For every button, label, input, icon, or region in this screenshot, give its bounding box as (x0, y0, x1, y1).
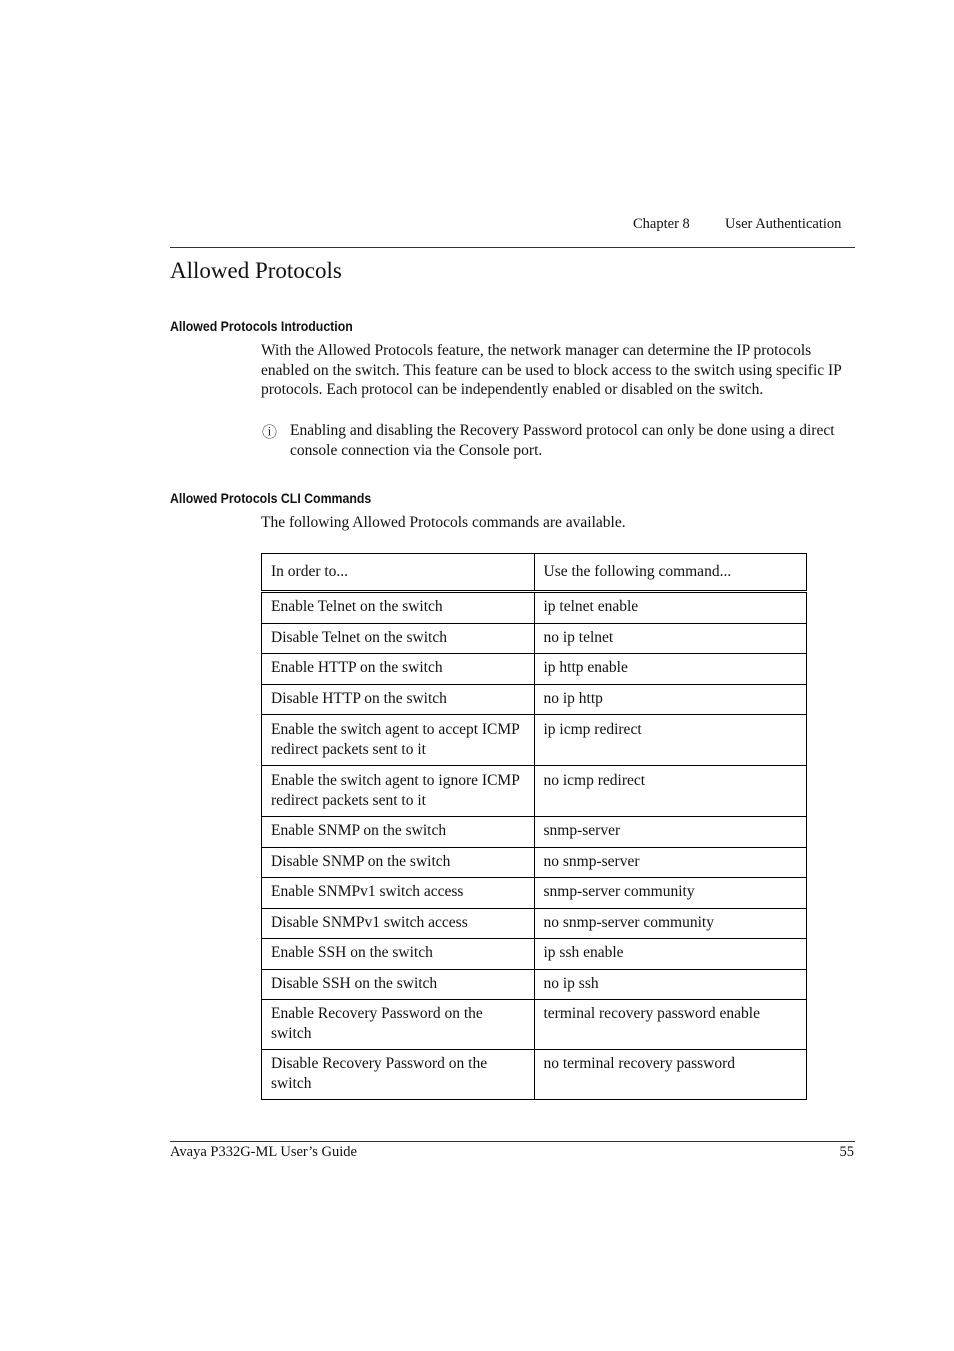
table-row (262, 878, 807, 909)
header-rule (170, 247, 855, 248)
action-cell: Disable Telnet on the switch (262, 623, 535, 654)
table-row (262, 908, 807, 939)
info-icon: ⓘ (262, 425, 278, 441)
command-cell: no ip http (534, 684, 807, 715)
command-cell: snmp-server (534, 817, 807, 848)
commands-table (261, 553, 807, 1100)
action-cell: Disable HTTP on the switch (262, 684, 535, 715)
table-header-row (262, 554, 807, 592)
table-row (262, 766, 807, 817)
command-cell: ip icmp redirect (534, 715, 807, 766)
column-header: In order to... (262, 554, 535, 592)
chapter-number: Chapter 8 (633, 216, 690, 232)
table-row (262, 684, 807, 715)
table-row (262, 715, 807, 766)
table-row (262, 623, 807, 654)
command-cell: no ip ssh (534, 969, 807, 1000)
command-cell: no ip telnet (534, 623, 807, 654)
footer-rule (170, 1141, 855, 1142)
action-cell: Enable the switch agent to ignore ICMP redirect packets sent to it (262, 766, 535, 817)
action-cell: Enable Recovery Password on the switch (262, 1000, 535, 1050)
footer-guide-title: Avaya P332G-ML User’s Guide (170, 1144, 357, 1160)
intro-heading: Allowed Protocols Introduction (170, 318, 353, 334)
action-cell: Enable SNMPv1 switch access (262, 878, 535, 909)
command-cell: ip ssh enable (534, 939, 807, 970)
table-row (262, 847, 807, 878)
action-cell: Disable SNMP on the switch (262, 847, 535, 878)
table-row (262, 969, 807, 1000)
action-cell: Disable SNMPv1 switch access (262, 908, 535, 939)
action-cell: Enable SSH on the switch (262, 939, 535, 970)
command-cell: no icmp redirect (534, 766, 807, 817)
command-cell: no terminal recovery password (534, 1050, 807, 1100)
command-cell: terminal recovery password enable (534, 1000, 807, 1050)
page-number: 55 (839, 1144, 854, 1160)
table-row (262, 592, 807, 624)
table-row (262, 1000, 807, 1050)
command-cell: no snmp-server community (534, 908, 807, 939)
command-cell: ip http enable (534, 654, 807, 685)
action-cell: Enable HTTP on the switch (262, 654, 535, 685)
table-row (262, 654, 807, 685)
note-text: Enabling and disabling the Recovery Password protocol can only be done using a direct console connection via the Console port. (290, 422, 835, 459)
intro-paragraph: With the Allowed Protocols feature, the network manager can determine the IP protocols enabled on the switch. This feature can be used to block access to the switch using specific IP protocols. Each protocol can be independently enabled or disabled on the switch. (261, 342, 842, 398)
cli-paragraph: The following Allowed Protocols commands are available. (261, 514, 626, 531)
page-title: Allowed Protocols (170, 258, 342, 283)
chapter-title: User Authentication (725, 216, 842, 232)
action-cell: Disable SSH on the switch (262, 969, 535, 1000)
command-cell: ip telnet enable (534, 592, 807, 624)
action-cell: Enable SNMP on the switch (262, 817, 535, 848)
command-cell: snmp-server community (534, 878, 807, 909)
action-cell: Enable the switch agent to accept ICMP redirect packets sent to it (262, 715, 535, 766)
cli-heading: Allowed Protocols CLI Commands (170, 490, 372, 506)
table-row (262, 817, 807, 848)
command-cell: no snmp-server (534, 847, 807, 878)
column-header: Use the following command... (534, 554, 807, 592)
table-row (262, 939, 807, 970)
table-row (262, 1050, 807, 1100)
action-cell: Enable Telnet on the switch (262, 592, 535, 624)
action-cell: Disable Recovery Password on the switch (262, 1050, 535, 1100)
